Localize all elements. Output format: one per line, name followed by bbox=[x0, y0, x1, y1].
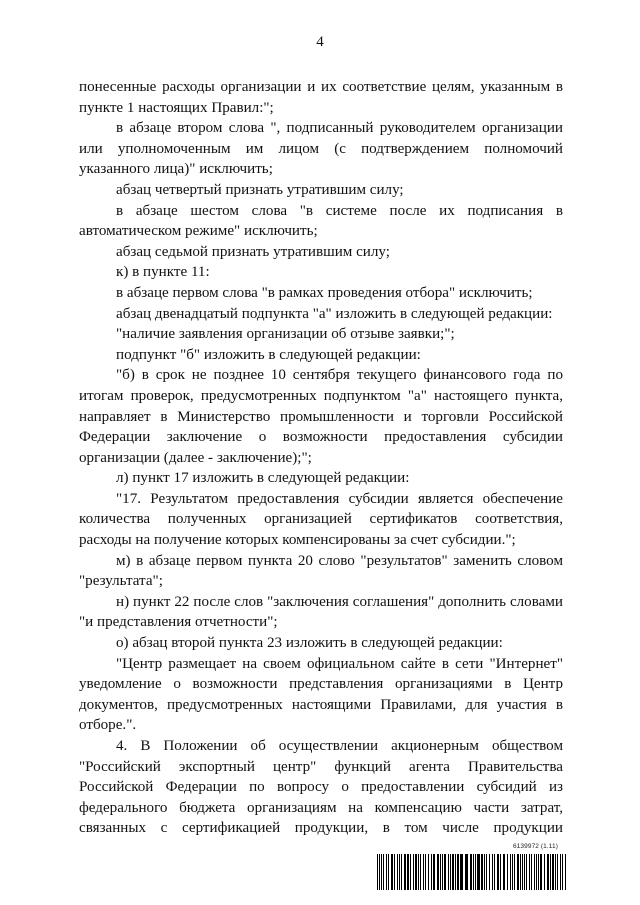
barcode-bar bbox=[425, 854, 426, 890]
paragraph: "наличие заявления организации об отзыве заявки;"; bbox=[116, 326, 455, 343]
barcode-bar bbox=[404, 854, 406, 890]
barcode-bar bbox=[500, 854, 501, 890]
barcode-bar bbox=[473, 854, 474, 890]
paragraph-final: 4. В Положении об осуществлении акционерным обществом "Российский экспортный центр" функций агента Правительства Российской Федерации по вопросу о предоставлении субсидий из федерального бюджета организациям на компенсацию части затрат, связанных с сертификацией продукции, в том числе продукции bbox=[79, 738, 563, 837]
barcode-bar bbox=[399, 854, 400, 890]
barcode-bar bbox=[444, 854, 446, 890]
barcode-bar bbox=[475, 854, 476, 890]
barcode-bar bbox=[418, 854, 419, 890]
barcode-bar bbox=[410, 854, 411, 890]
barcode-bar bbox=[522, 854, 523, 890]
barcode-bar bbox=[383, 854, 384, 890]
barcode-bar bbox=[538, 854, 539, 890]
barcode-bar bbox=[420, 854, 421, 890]
barcode-bar bbox=[386, 854, 387, 890]
barcode-bar bbox=[503, 854, 505, 890]
barcode-bar bbox=[433, 854, 435, 890]
paragraph: подпункт "б" изложить в следующей редакции: bbox=[116, 346, 421, 363]
barcode-bar bbox=[547, 854, 549, 890]
barcode-bar bbox=[442, 854, 443, 890]
barcode-bar bbox=[470, 854, 472, 890]
paragraph: н) пункт 22 после слов "заключения соглашения" дополнить словами "и представления отчетности"; bbox=[79, 593, 563, 631]
paragraph: абзац четвертый признать утратившим силу; bbox=[116, 181, 404, 198]
barcode bbox=[376, 854, 567, 890]
barcode-bar bbox=[526, 854, 527, 890]
barcode-bar bbox=[552, 854, 554, 890]
barcode-bar bbox=[565, 854, 566, 890]
barcode-bar bbox=[481, 854, 483, 890]
barcode-bar bbox=[512, 854, 513, 890]
barcode-bar bbox=[494, 854, 495, 890]
barcode-bar bbox=[455, 854, 456, 890]
paragraph: абзац двенадцатый подпункта "а" изложить в следующей редакции: bbox=[116, 305, 553, 322]
barcode-bar bbox=[377, 854, 378, 890]
barcode-bar bbox=[534, 854, 535, 890]
barcode-bar bbox=[397, 854, 398, 890]
barcode-bar bbox=[477, 854, 480, 890]
paragraph: понесенные расходы организации и их соответствие целям, указанным в пункте 1 настоящих Правил:"; bbox=[79, 79, 563, 116]
barcode-bar bbox=[517, 854, 519, 890]
paragraph: о) абзац второй пункта 23 изложить в следующей редакции: bbox=[116, 635, 503, 652]
paragraph: "17. Результатом предоставления субсидии является обеспечение количества полученных организацией сертификатов соответствия, расходы на получение которых компенсированы за счет субсидии."; bbox=[79, 490, 563, 549]
paragraph: "б) в срок не позднее 10 сентября текущего финансового года по итогам проверок, предусмотренных подпунктом "а" настоящего пункта, направляет в Министерство промышленности и торговли Российской Федерации заключение о возможности предоставления субсидии организации (далее - заключение);"; bbox=[79, 367, 563, 466]
barcode-bar bbox=[381, 854, 382, 890]
barcode-bar bbox=[448, 854, 449, 890]
barcode-bar bbox=[510, 854, 511, 890]
barcode-bar bbox=[562, 854, 563, 890]
paragraph: "Центр размещает на своем официальном сайте в сети "Интернет" уведомление о возможности представления организациями в Центр документов, предусмотренных настоящими Правилами, для участия в отборе.". bbox=[79, 655, 563, 734]
barcode-bar bbox=[423, 854, 424, 890]
barcode-bar bbox=[507, 854, 508, 890]
barcode-bar bbox=[428, 854, 429, 890]
paragraph: л) пункт 17 изложить в следующей редакции: bbox=[116, 470, 410, 487]
barcode-bar bbox=[514, 854, 515, 890]
barcode-bar bbox=[492, 854, 493, 890]
barcode-bar bbox=[540, 854, 542, 890]
barcode-bar bbox=[388, 854, 389, 890]
barcode-bar bbox=[555, 854, 556, 890]
barcode-bar bbox=[413, 854, 414, 890]
barcode-bar bbox=[465, 854, 468, 890]
barcode-bar bbox=[524, 854, 525, 890]
barcode-bar bbox=[379, 854, 380, 890]
barcode-bar bbox=[531, 854, 532, 890]
barcode-bar bbox=[489, 854, 490, 890]
barcode-bar bbox=[401, 854, 402, 890]
barcode-bar bbox=[457, 854, 459, 890]
page-number: 4 bbox=[316, 34, 324, 50]
barcode-bar bbox=[497, 854, 499, 890]
barcode-bar bbox=[437, 854, 439, 890]
barcode-bar bbox=[529, 854, 530, 890]
barcode-bar bbox=[484, 854, 485, 890]
barcode-bar bbox=[486, 854, 487, 890]
barcode-bar bbox=[450, 854, 451, 890]
barcode-bar bbox=[544, 854, 545, 890]
barcode-bar bbox=[536, 854, 537, 890]
paragraph: м) в абзаце первом пункта 20 слово "результатов" заменить словом "результата"; bbox=[79, 552, 563, 590]
barcode-bar bbox=[431, 854, 432, 890]
barcode-bar bbox=[415, 854, 417, 890]
barcode-bar bbox=[520, 854, 521, 890]
paragraph: в абзаце втором слова ", подписанный руководителем организации или уполномоченным им лицом (с подтверждением полномочий указанного лица)" исключить; bbox=[79, 120, 563, 178]
paragraph: к) в пункте 11: bbox=[116, 264, 210, 281]
document-id: 6139972 (1.11) bbox=[513, 843, 559, 850]
barcode-bar bbox=[452, 854, 454, 890]
paragraph: абзац седьмой признать утратившим силу; bbox=[116, 243, 390, 260]
barcode-bar bbox=[391, 854, 393, 890]
barcode-bar bbox=[550, 854, 551, 890]
barcode-bar bbox=[407, 854, 409, 890]
barcode-bar bbox=[440, 854, 441, 890]
barcode-bar bbox=[460, 854, 463, 890]
barcode-bar bbox=[557, 854, 558, 890]
document-body bbox=[79, 77, 563, 839]
barcode-bar bbox=[560, 854, 561, 890]
barcode-bar bbox=[394, 854, 395, 890]
paragraph: в абзаце шестом слова "в системе после их подписания в автоматическом режиме" исключить; bbox=[79, 202, 563, 240]
paragraph: в абзаце первом слова "в рамках проведения отбора" исключить; bbox=[116, 284, 533, 301]
